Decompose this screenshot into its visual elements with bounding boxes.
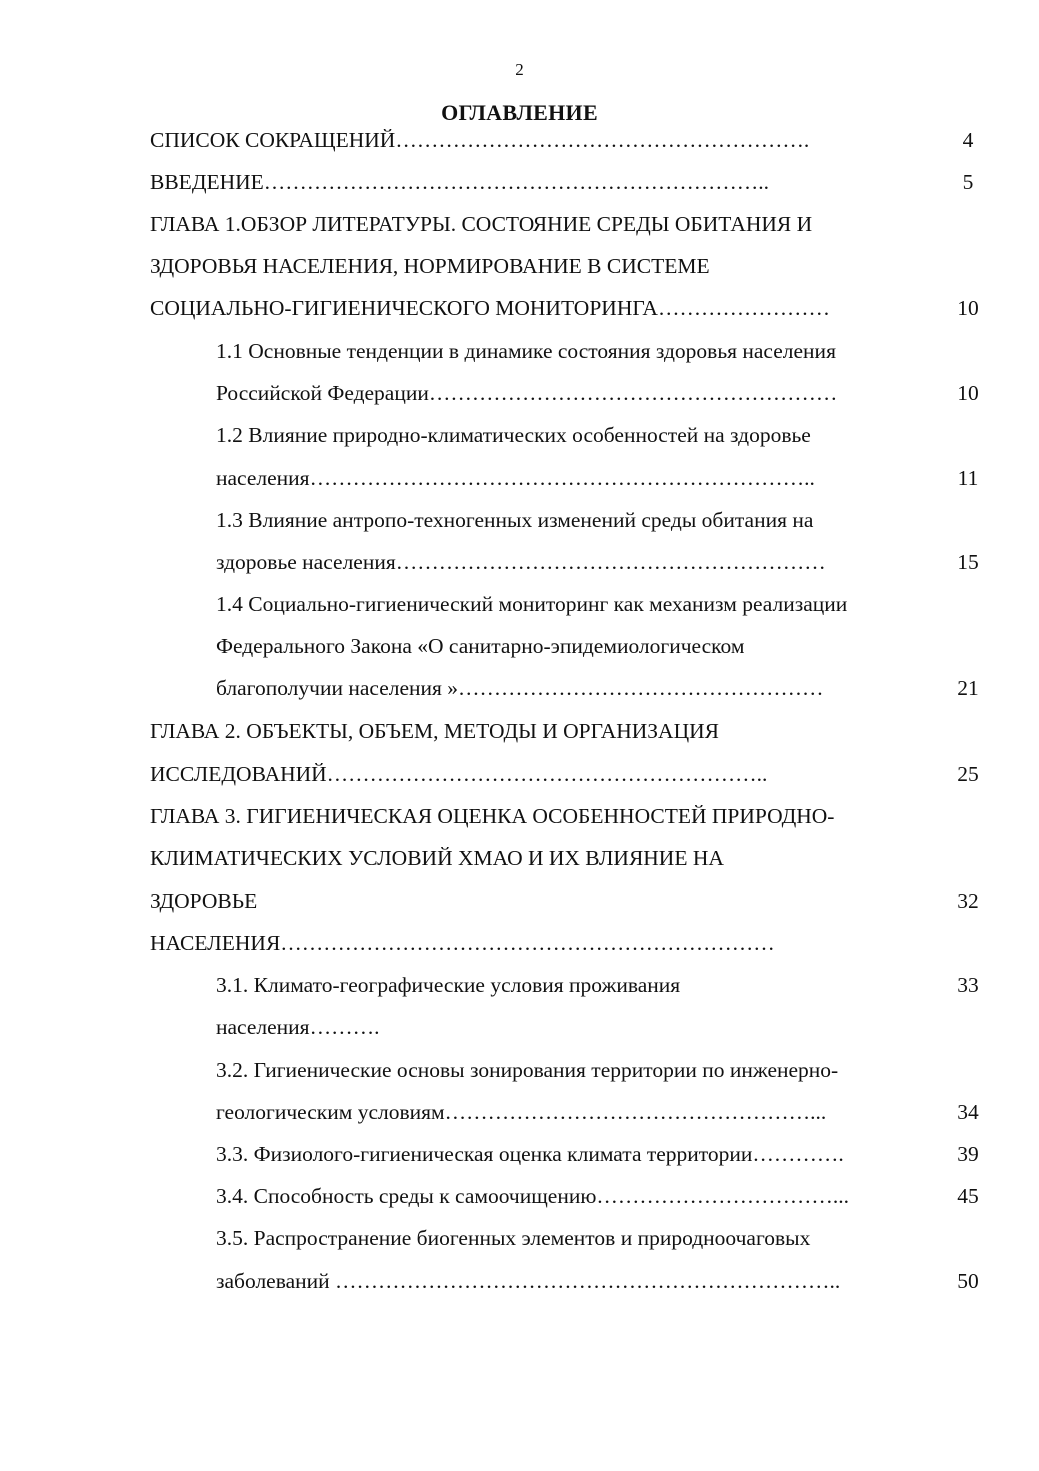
toc-line: 1.3 Влияние антропо-техногенных изменений среды обитания на <box>216 508 814 532</box>
toc-line: 3.2. Гигиенические основы зонирования территории по инженерно- <box>216 1058 839 1082</box>
toc-page-number: 32 <box>957 889 979 913</box>
toc-page-number: 34 <box>957 1100 979 1124</box>
toc-page-number: 5 <box>962 170 974 194</box>
page-number: 2 <box>515 60 524 79</box>
toc-page-number: 15 <box>957 550 979 574</box>
toc-line: здоровье населения…………………………………………………… <box>216 550 826 574</box>
toc-line: 3.1. Климато-географические условия проживания <box>216 973 681 997</box>
toc-line: 1.1 Основные тенденции в динамике состояния здоровья населения <box>216 339 836 363</box>
toc-line: 3.5. Распространение биогенных элементов и природноочаговых <box>216 1226 811 1250</box>
toc-page-number: 33 <box>957 973 979 997</box>
toc-line: населения………. <box>216 1015 380 1039</box>
toc-page-number: 45 <box>957 1184 979 1208</box>
toc-line: геологическим условиям……………………………………………... <box>216 1100 827 1124</box>
toc-line: 1.2 Влияние природно-климатических особенностей на здоровье <box>216 423 811 447</box>
toc-line: НАСЕЛЕНИЯ…………………………………………………………… <box>150 931 775 955</box>
toc-line: КЛИМАТИЧЕСКИХ УСЛОВИЙ ХМАО И ИХ ВЛИЯНИЕ НА <box>150 846 724 870</box>
toc-page-number: 21 <box>957 676 979 700</box>
toc-line: СОЦИАЛЬНО-ГИГИЕНИЧЕСКОГО МОНИТОРИНГА…………………… <box>150 296 830 320</box>
toc-line: ГЛАВА 3. ГИГИЕНИЧЕСКАЯ ОЦЕНКА ОСОБЕННОСТЕЙ ПРИРОДНО- <box>150 804 835 828</box>
toc-page-number: 39 <box>957 1142 979 1166</box>
toc-page-number: 10 <box>957 296 979 320</box>
toc-line: ЗДОРОВЬЯ НАСЕЛЕНИЯ, НОРМИРОВАНИЕ В СИСТЕМЕ <box>150 254 710 278</box>
toc-page-number: 50 <box>957 1269 979 1293</box>
toc-page-number: 11 <box>957 466 979 490</box>
toc-title: ОГЛАВЛЕНИЕ <box>441 100 598 125</box>
toc-line: ЗДОРОВЬЕ <box>150 889 258 913</box>
toc-line: 3.4. Способность среды к самоочищению……………………………... <box>216 1184 850 1208</box>
toc-line: населения…………………………………………………………….. <box>216 466 815 490</box>
toc-page-number: 25 <box>957 762 979 786</box>
toc-line: ГЛАВА 1.ОБЗОР ЛИТЕРАТУРЫ. СОСТОЯНИЕ СРЕДЫ ОБИТАНИЯ И <box>150 212 813 236</box>
toc-line: Российской Федерации………………………………………………… <box>216 381 838 405</box>
toc-line: благополучии населения »…………………………………………… <box>216 676 824 700</box>
toc-line: Федерального Закона «О санитарно-эпидемиологическом <box>216 634 745 658</box>
toc-line: ВВЕДЕНИЕ…………………………………………………………….. <box>150 170 770 194</box>
toc-line: 1.4 Социально-гигиенический мониторинг как механизм реализации <box>216 592 848 616</box>
toc-page-number: 10 <box>957 381 979 405</box>
toc-line: ГЛАВА 2. ОБЪЕКТЫ, ОБЪЕМ, МЕТОДЫ И ОРГАНИЗАЦИЯ <box>150 719 719 743</box>
toc-line: заболеваний …………………………………………………………….. <box>216 1269 841 1293</box>
toc-page-number: 4 <box>962 128 974 152</box>
toc-line: СПИСОК СОКРАЩЕНИЙ…………………………………………………. <box>150 128 810 152</box>
toc-line: 3.3. Физиолого-гигиеническая оценка климата территории…………. <box>216 1142 844 1166</box>
toc-line: ИССЛЕДОВАНИЙ…………………………………………………….. <box>150 762 768 786</box>
